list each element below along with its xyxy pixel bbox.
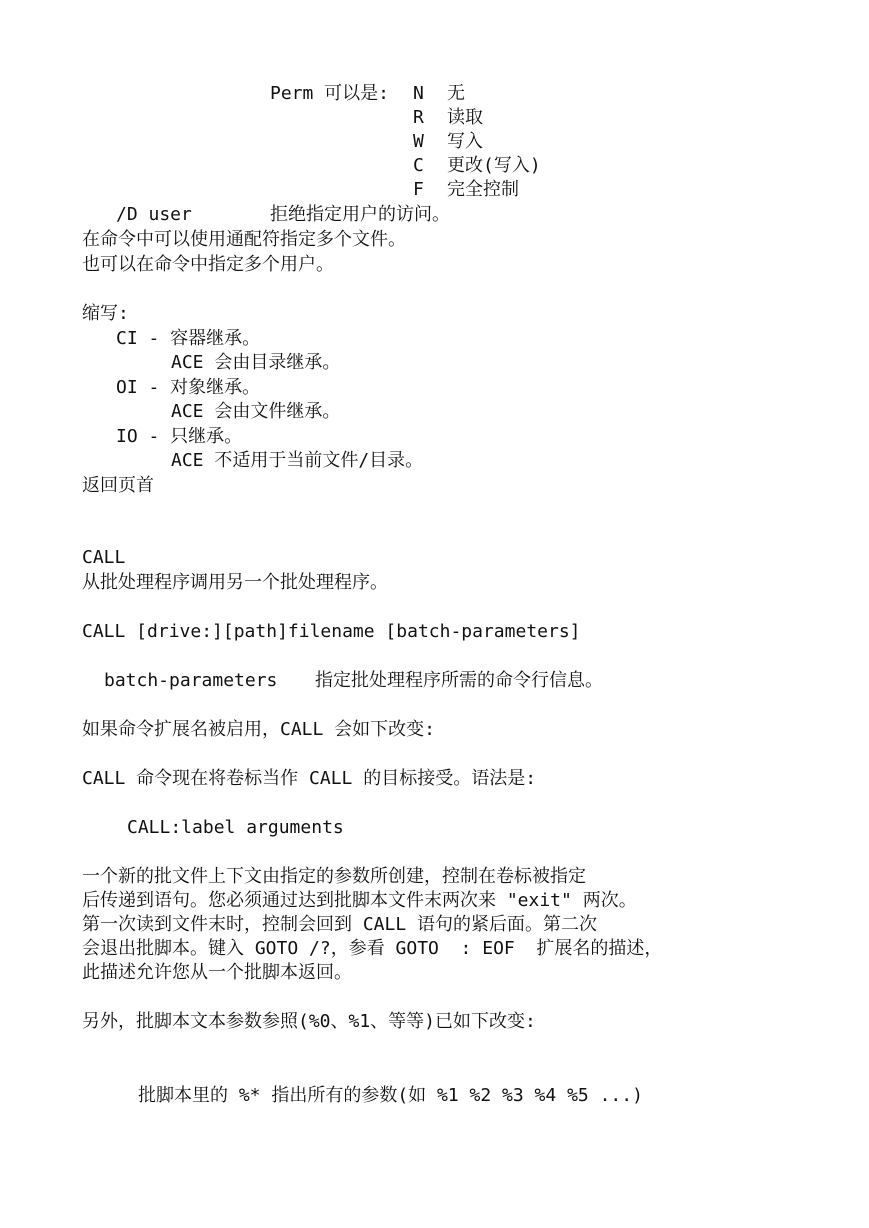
perm-desc-r: 读取 [447,107,483,128]
abbrev-term-io: IO - 只继承。 [116,426,243,447]
call-para-line-4: 会退出批脚本。键入 GOTO /?，参看 GOTO : EOF 扩展名的描述， [82,938,663,959]
back-to-top-link[interactable]: 返回页首 [82,475,154,496]
deny-desc: 拒绝指定用户的访问。 [270,204,450,225]
perm-desc-n: 无 [447,83,465,104]
call-title: CALL [82,547,126,568]
perm-desc-f: 完全控制 [447,179,519,200]
call-label-syntax: CALL:label arguments [127,817,344,838]
deny-flag: /D user [116,204,192,225]
perm-desc-c: 更改(写入) [447,155,541,176]
wildcard-note: 在命令中可以使用通配符指定多个文件。 [82,229,406,250]
call-para-line-2: 后传递到语句。您必须通过达到批脚本文件末两次来 "exit" 两次。 [82,890,637,911]
perm-desc-w: 写入 [447,131,483,152]
abbrev-detail-io: ACE 不适用于当前文件/目录。 [171,450,424,471]
call-param-name: batch-parameters [104,670,278,691]
abbrev-detail-ci: ACE 会由目录继承。 [171,352,341,373]
perm-code-r: R [413,107,424,128]
call-syntax: CALL [drive:][path]filename [batch-parameters] [82,621,581,642]
abbrev-detail-oi: ACE 会由文件继承。 [171,401,341,422]
perm-intro: Perm 可以是: [270,83,390,104]
call-para-line-1: 一个新的批文件上下文由指定的参数所创建，控制在卷标被指定 [82,866,586,887]
call-star-line: 批脚本里的 %* 指出所有的参数(如 %1 %2 %3 %4 %5 ...) [138,1085,643,1106]
call-param-ref-intro: 另外，批脚本文本参数参照(%0、%1、等等)已如下改变: [82,1011,536,1032]
multiuser-note: 也可以在命令中指定多个用户。 [82,254,334,275]
call-ext-intro: 如果命令扩展名被启用，CALL 会如下改变: [82,719,436,740]
abbrev-term-ci: CI - 容器继承。 [116,328,261,349]
perm-code-f: F [413,179,424,200]
call-param-desc: 指定批处理程序所需的命令行信息。 [315,670,603,691]
abbrev-term-oi: OI - 对象继承。 [116,377,261,398]
call-label-intro: CALL 命令现在将卷标当作 CALL 的目标接受。语法是: [82,768,537,789]
call-summary: 从批处理程序调用另一个批处理程序。 [82,572,388,593]
perm-code-c: C [413,155,424,176]
perm-code-w: W [413,131,424,152]
abbrev-heading: 缩写: [82,303,129,324]
perm-code-n: N [413,83,424,104]
call-para-line-3: 第一次读到文件末时，控制会回到 CALL 语句的紧后面。第二次 [82,914,598,935]
call-para-line-5: 此描述允许您从一个批脚本返回。 [82,962,352,983]
